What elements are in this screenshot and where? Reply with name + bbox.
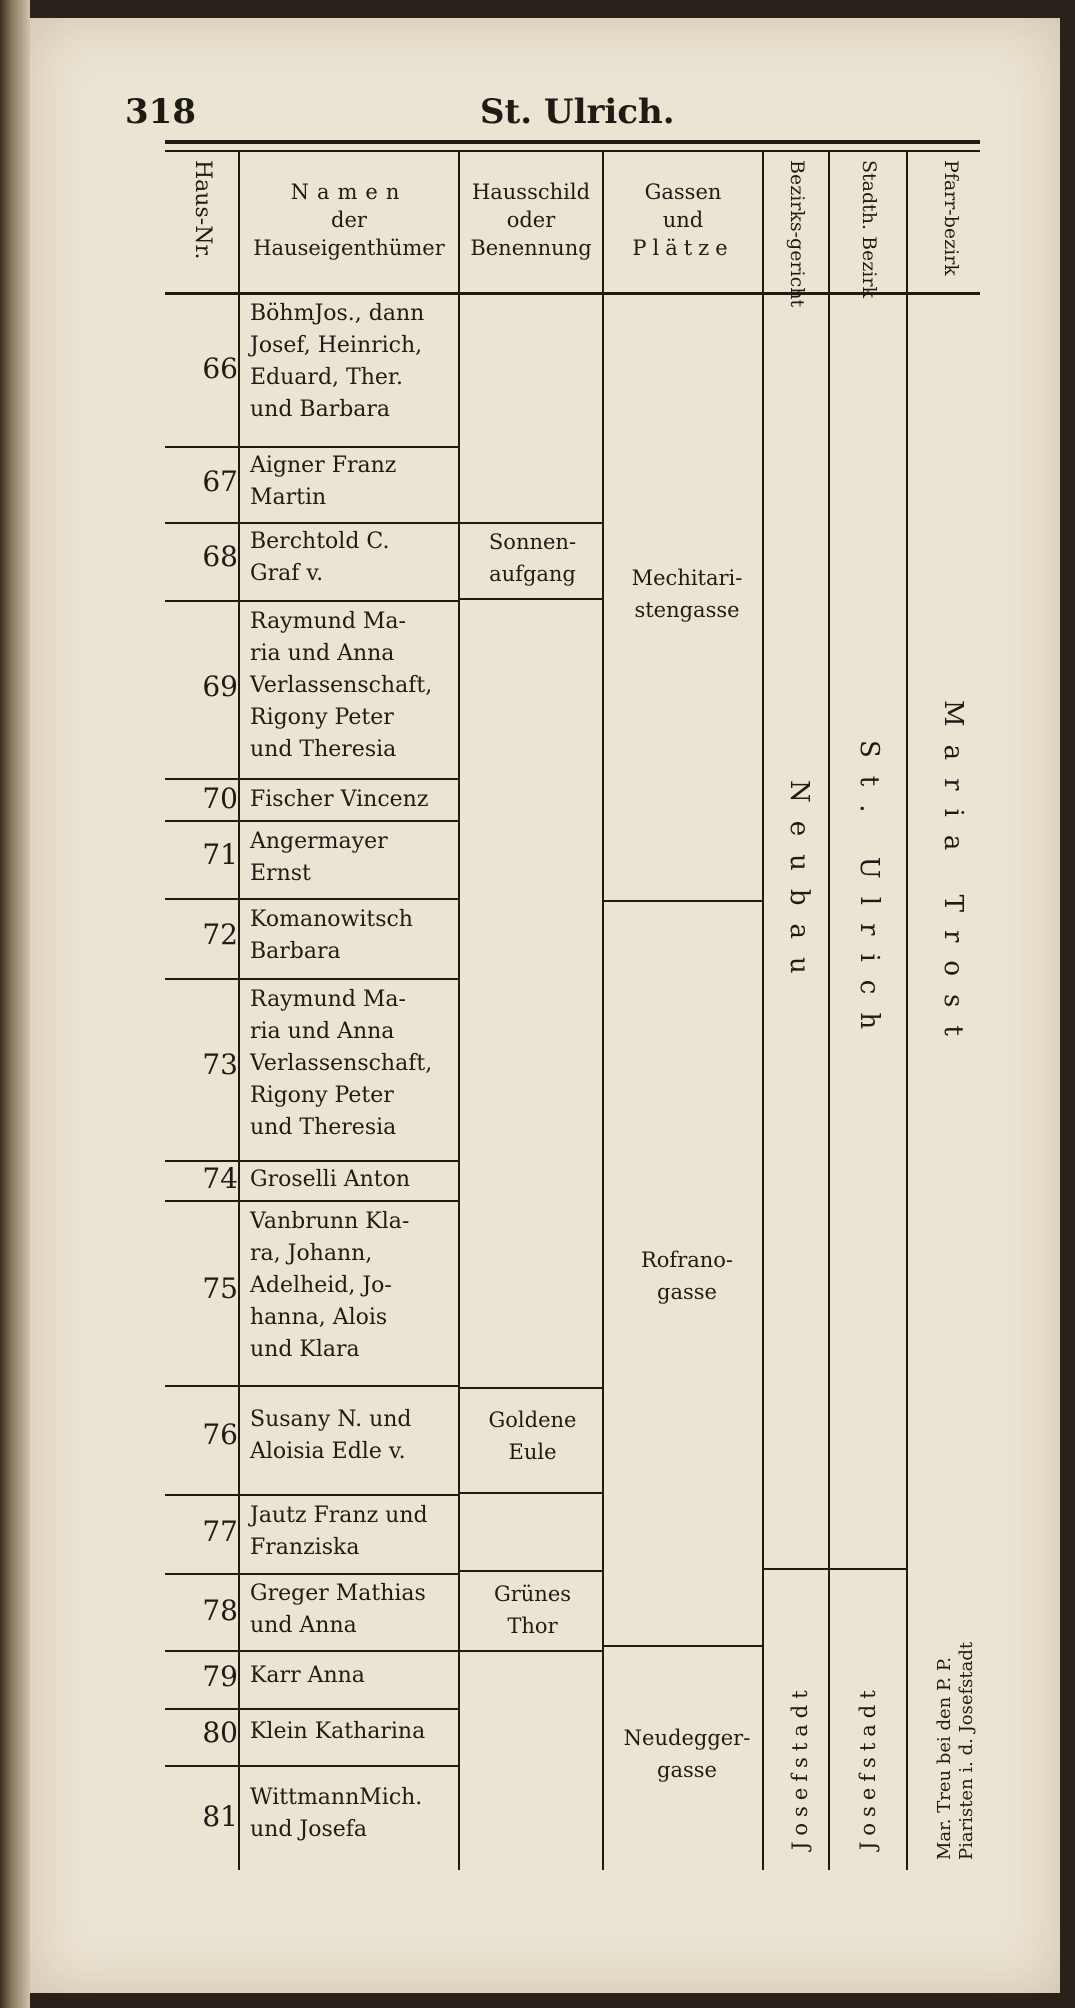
stadth-bezirk-st-ulrich: St. Ulrich	[854, 740, 884, 1048]
owner-name	[250, 784, 460, 816]
row-sep	[165, 1385, 460, 1387]
house-sign	[465, 1404, 600, 1468]
house-number: 70	[202, 782, 238, 815]
owner-line: Aigner Franz	[250, 453, 397, 478]
sign-sep	[460, 1492, 602, 1494]
street-line: gasse	[657, 1280, 717, 1304]
header-namen-line2: der	[331, 208, 367, 232]
page-title: St. Ulrich.	[480, 92, 675, 132]
owner-line: Vanbrunn Kla-	[250, 1209, 410, 1234]
owner-line: ria und Anna	[250, 1019, 395, 1044]
header-namen-line1: Namen	[290, 180, 408, 204]
owner-line: Rigony Peter	[250, 705, 394, 730]
col-line-6	[906, 150, 908, 1870]
sign-sep	[460, 598, 602, 600]
header-gassen-line1: Gassen	[644, 180, 722, 204]
street-name	[612, 1244, 762, 1308]
house-sign-line: Thor	[507, 1614, 558, 1638]
owner-line: Verlassenschaft,	[250, 673, 433, 698]
house-number: 75	[202, 1272, 238, 1305]
pfarrbezirk-mar-treu: Mar. Treu bei den P. P.	[934, 1656, 955, 1860]
row-sep	[165, 1573, 460, 1575]
house-number: 76	[202, 1418, 238, 1451]
page-number: 318	[125, 92, 196, 132]
street-line: Rofrano-	[640, 1248, 734, 1272]
header-hausschild-line2: oder	[506, 208, 556, 232]
owner-name	[250, 1578, 460, 1642]
owner-line: Barbara	[250, 939, 341, 964]
owner-line: und Anna	[250, 1613, 357, 1638]
owner-line: Angermayer	[250, 829, 388, 854]
header-gassen-line3: Plätze	[632, 236, 734, 260]
house-number: 81	[202, 1800, 238, 1833]
owner-name	[250, 1660, 460, 1692]
col-line-1	[238, 150, 240, 1870]
owner-line: Rigony Peter	[250, 1083, 394, 1108]
header-stadth-bezirk: Stadth. Bezirk	[858, 160, 880, 298]
header-namen	[240, 178, 458, 262]
house-number: 78	[202, 1594, 238, 1627]
col-line-5	[828, 150, 830, 1870]
owner-line: und Theresia	[250, 737, 397, 762]
house-sign-line: Grünes	[493, 1582, 572, 1606]
owner-line: Raymund Ma-	[250, 609, 406, 634]
pfarrbezirk-maria-trost: Maria Trost	[938, 700, 968, 1054]
house-number: 80	[202, 1716, 238, 1749]
header-bezirksgericht: Bezirks-gericht	[786, 160, 808, 308]
header-hausschild-line3: Benennung	[470, 236, 592, 260]
district-sep	[764, 1568, 906, 1570]
book-binding	[0, 0, 30, 2008]
owner-name	[250, 1716, 460, 1748]
owner-line: WittmannMich.	[250, 1785, 423, 1810]
header-gassen-line2: und	[662, 208, 704, 232]
house-sign	[465, 526, 600, 590]
street-line: stengasse	[634, 598, 740, 622]
owner-line: Fischer Vincenz	[250, 787, 429, 812]
house-sign-line: Sonnen-	[488, 530, 577, 554]
street-line: Neudegger-	[623, 1726, 751, 1750]
sign-sep	[460, 522, 602, 524]
owner-line: hanna, Alois	[250, 1305, 388, 1330]
owner-line: und Theresia	[250, 1115, 397, 1140]
street-name	[612, 562, 762, 626]
owner-name	[250, 826, 460, 890]
owner-name	[250, 1206, 460, 1366]
owner-line: Groselli Anton	[250, 1167, 411, 1192]
owner-line: Eduard, Ther.	[250, 365, 403, 390]
house-number: 79	[202, 1660, 238, 1693]
row-sep	[165, 898, 460, 900]
owner-line: Raymund Ma-	[250, 987, 406, 1012]
row-sep	[165, 600, 460, 602]
header-namen-line3: Hauseigenthümer	[253, 236, 445, 260]
header-pfarrbezirk: Pfarr-bezirk	[940, 160, 962, 276]
owner-line: Ernst	[250, 861, 311, 886]
row-sep	[165, 1650, 460, 1652]
street-line: gasse	[657, 1758, 717, 1782]
row-sep	[165, 978, 460, 980]
row-sep	[165, 778, 460, 780]
house-sign	[465, 1578, 600, 1642]
row-sep	[165, 1494, 460, 1496]
owner-line: Greger Mathias	[250, 1581, 426, 1606]
owner-line: Jautz Franz und	[250, 1503, 428, 1528]
row-sep	[165, 1765, 460, 1767]
sign-sep	[460, 1570, 602, 1572]
owner-name	[250, 1404, 460, 1468]
house-sign-line: Goldene	[488, 1408, 577, 1432]
owner-line: Berchtold C.	[250, 529, 390, 554]
owner-name	[250, 1164, 460, 1196]
owner-line: und Barbara	[250, 397, 391, 422]
street-line: Mechitari-	[631, 566, 743, 590]
row-sep	[165, 522, 460, 524]
stadth-bezirk-josefstadt: Josefstadt	[856, 1684, 880, 1850]
owner-name	[250, 526, 460, 590]
owner-line: ria und Anna	[250, 641, 395, 666]
owner-line: Josef, Heinrich,	[250, 333, 423, 358]
owner-line: Graf v.	[250, 561, 324, 586]
street-sep	[604, 900, 762, 902]
house-sign-line: aufgang	[489, 562, 576, 586]
owner-line: Martin	[250, 485, 327, 510]
owner-line: und Josefa	[250, 1817, 368, 1842]
owner-line: Klein Katharina	[250, 1719, 426, 1744]
street-name	[612, 1722, 762, 1786]
owner-name	[250, 606, 460, 766]
owner-name	[250, 904, 460, 968]
owner-line: Verlassenschaft,	[250, 1051, 433, 1076]
col-line-4	[762, 150, 764, 1870]
owner-line: ra, Johann,	[250, 1241, 373, 1266]
street-sep	[604, 1645, 762, 1647]
house-number: 71	[202, 838, 238, 871]
header-gassen	[604, 178, 762, 262]
owner-name	[250, 984, 460, 1144]
house-number: 68	[202, 540, 238, 573]
owner-name	[250, 298, 460, 426]
row-sep	[165, 1200, 460, 1202]
owner-line: Aloisia Edle v.	[250, 1439, 406, 1464]
bezirksgericht-josefstadt: Josefstadt	[788, 1684, 812, 1850]
header-top-rule	[165, 150, 980, 152]
house-number: 66	[202, 352, 238, 385]
owner-name	[250, 1500, 460, 1564]
header-hausschild	[460, 178, 602, 262]
owner-name	[250, 450, 460, 514]
owner-line: Komanowitsch	[250, 907, 413, 932]
bezirksgericht-neubau: Neubau	[784, 780, 814, 992]
header-haus-nr: Haus-Nr.	[190, 160, 215, 260]
row-sep	[165, 446, 460, 448]
pfarrbezirk-piaristen: Piaristen i. d. Josefstadt	[956, 1641, 977, 1860]
owner-line: Karr Anna	[250, 1663, 365, 1688]
sign-sep	[460, 1650, 602, 1652]
owner-line: Franziska	[250, 1535, 360, 1560]
house-number: 67	[202, 465, 238, 498]
owner-line: Adelheid, Jo-	[250, 1273, 392, 1298]
owner-line: BöhmJos., dann	[250, 301, 425, 326]
house-number: 69	[202, 670, 238, 703]
owner-line: Susany N. und	[250, 1407, 412, 1432]
row-sep	[165, 820, 460, 822]
house-number: 74	[202, 1162, 238, 1195]
col-line-3	[602, 150, 604, 1870]
house-sign-line: Eule	[508, 1440, 557, 1464]
header-hausschild-line1: Hausschild	[471, 180, 591, 204]
house-number: 73	[202, 1048, 238, 1081]
owner-name	[250, 1782, 460, 1846]
owner-line: und Klara	[250, 1337, 360, 1362]
house-number: 72	[202, 918, 238, 951]
house-number: 77	[202, 1515, 238, 1548]
row-sep	[165, 1708, 460, 1710]
sign-sep	[460, 1387, 602, 1389]
top-rule	[165, 140, 980, 144]
